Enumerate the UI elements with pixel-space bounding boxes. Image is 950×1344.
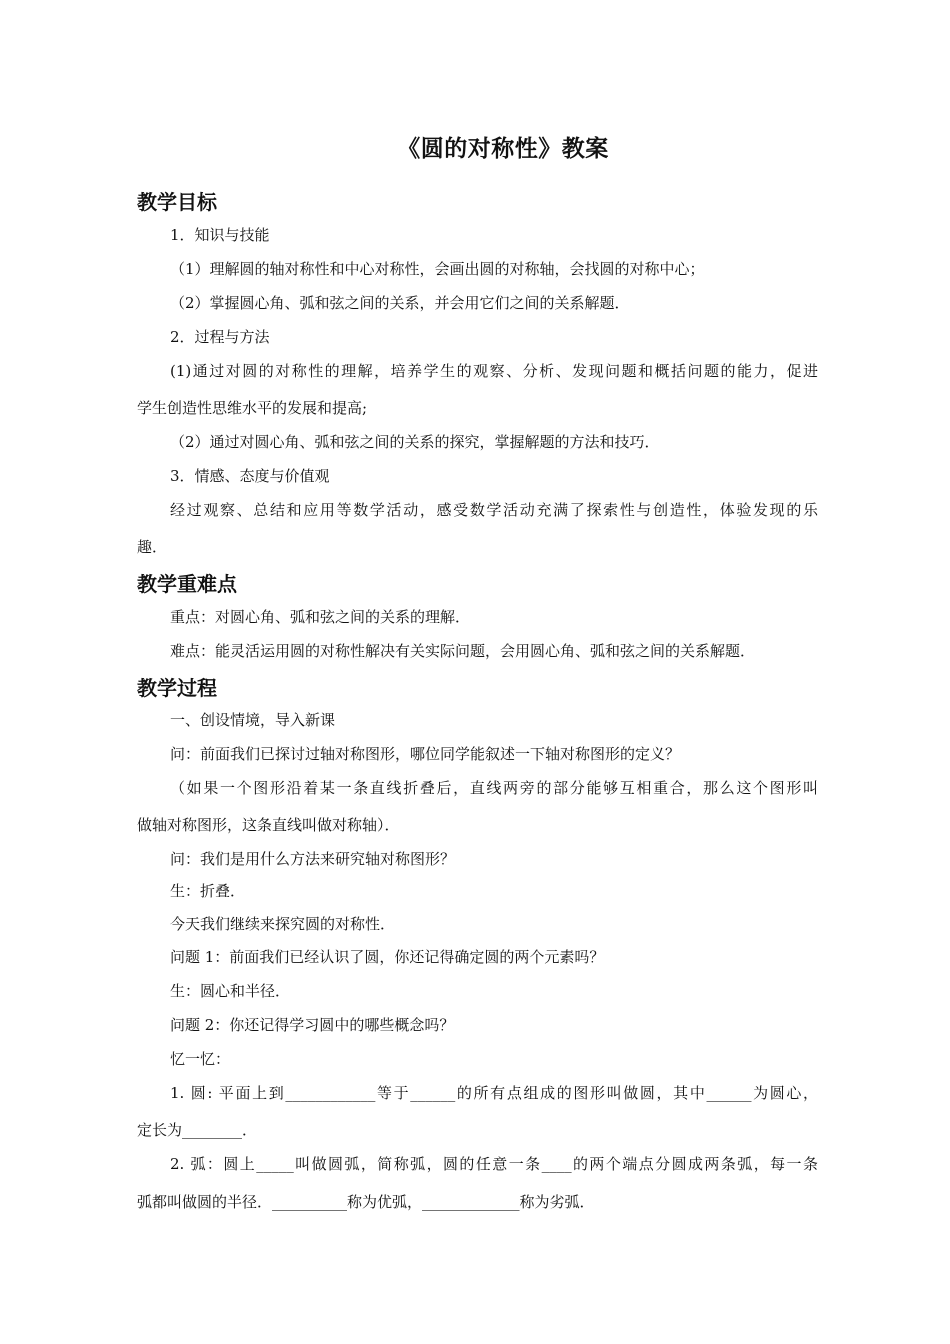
question-3: 问题 1：前面我们已经认识了圆，你还记得确定圆的两个元素吗？: [170, 948, 605, 966]
heading-teaching-process: 教学过程: [137, 676, 217, 700]
answer-1-line-1: （如果一个图形沿着某一条直线折叠后，直线两旁的部分能够互相重合，那么这个图形叫: [170, 779, 818, 797]
goal-1-title: 1．知识与技能: [170, 226, 270, 244]
answer-2: 生：折叠．: [170, 882, 246, 900]
recall-item-2-line-2: 弧都叫做圆的半径．__________称为优弧，_____________称为劣弧．: [137, 1193, 595, 1211]
section-1-title: 一、创设情境，导入新课: [170, 711, 336, 729]
question-2: 问：我们是用什么方法来研究轴对称图形？: [170, 850, 456, 868]
answer-3: 生：圆心和半径．: [170, 982, 291, 1000]
difficult-point: 难点：能灵活运用圆的对称性解决有关实际问题，会用圆心角、弧和弦之间的关系解题．: [170, 642, 756, 660]
goal-1-item-2: （2）掌握圆心角、弧和弦之间的关系，并会用它们之间的关系解题．: [170, 294, 630, 312]
goal-1-item-1: （1）理解圆的轴对称性和中心对称性，会画出圆的对称轴，会找圆的对称中心；: [170, 260, 705, 278]
question-1: 问：前面我们已探讨过轴对称图形，哪位同学能叙述一下轴对称图形的定义？: [170, 745, 681, 763]
goal-3-item-line-1: 经过观察、总结和应用等数学活动，感受数学活动充满了探索性与创造性，体验发现的乐: [170, 501, 818, 519]
goal-2-item-1-line-2: 学生创造性思维水平的发展和提高;: [137, 399, 368, 417]
recall-item-2-line-1: 2. 弧：圆上_____叫做圆弧，简称弧，圆的任意一条____的两个端点分圆成两条弧，每一条: [170, 1155, 818, 1173]
document-title: 《圆的对称性》教案: [397, 136, 609, 162]
transition-text: 今天我们继续来探究圆的对称性．: [170, 915, 396, 933]
heading-teaching-goals: 教学目标: [137, 190, 217, 214]
recall-item-1-line-2: 定长为________．: [137, 1121, 258, 1139]
goal-2-title: 2．过程与方法: [170, 328, 270, 346]
goal-3-item-line-2: 趣．: [137, 538, 168, 556]
goal-3-title: 3．情感、态度与价值观: [170, 467, 330, 485]
goal-2-item-1-line-1: (1)通过对圆的对称性的理解，培养学生的观察、分析、发现问题和概括问题的能力，促进: [170, 362, 818, 380]
heading-key-points: 教学重难点: [137, 572, 237, 596]
recall-label: 忆一忆：: [170, 1050, 231, 1068]
recall-item-1-line-1: 1. 圆: 平面上到____________等于______的所有点组成的图形叫做圆，其中______为圆心，: [170, 1084, 818, 1102]
goal-2-item-2: （2）通过对圆心角、弧和弦之间的关系的探究，掌握解题的方法和技巧．: [170, 433, 660, 451]
answer-1-line-2: 做轴对称图形，这条直线叫做对称轴）．: [137, 816, 400, 834]
question-4: 问题 2：你还记得学习圆中的哪些概念吗？: [170, 1016, 455, 1034]
key-point: 重点：对圆心角、弧和弦之间的关系的理解．: [170, 608, 471, 626]
